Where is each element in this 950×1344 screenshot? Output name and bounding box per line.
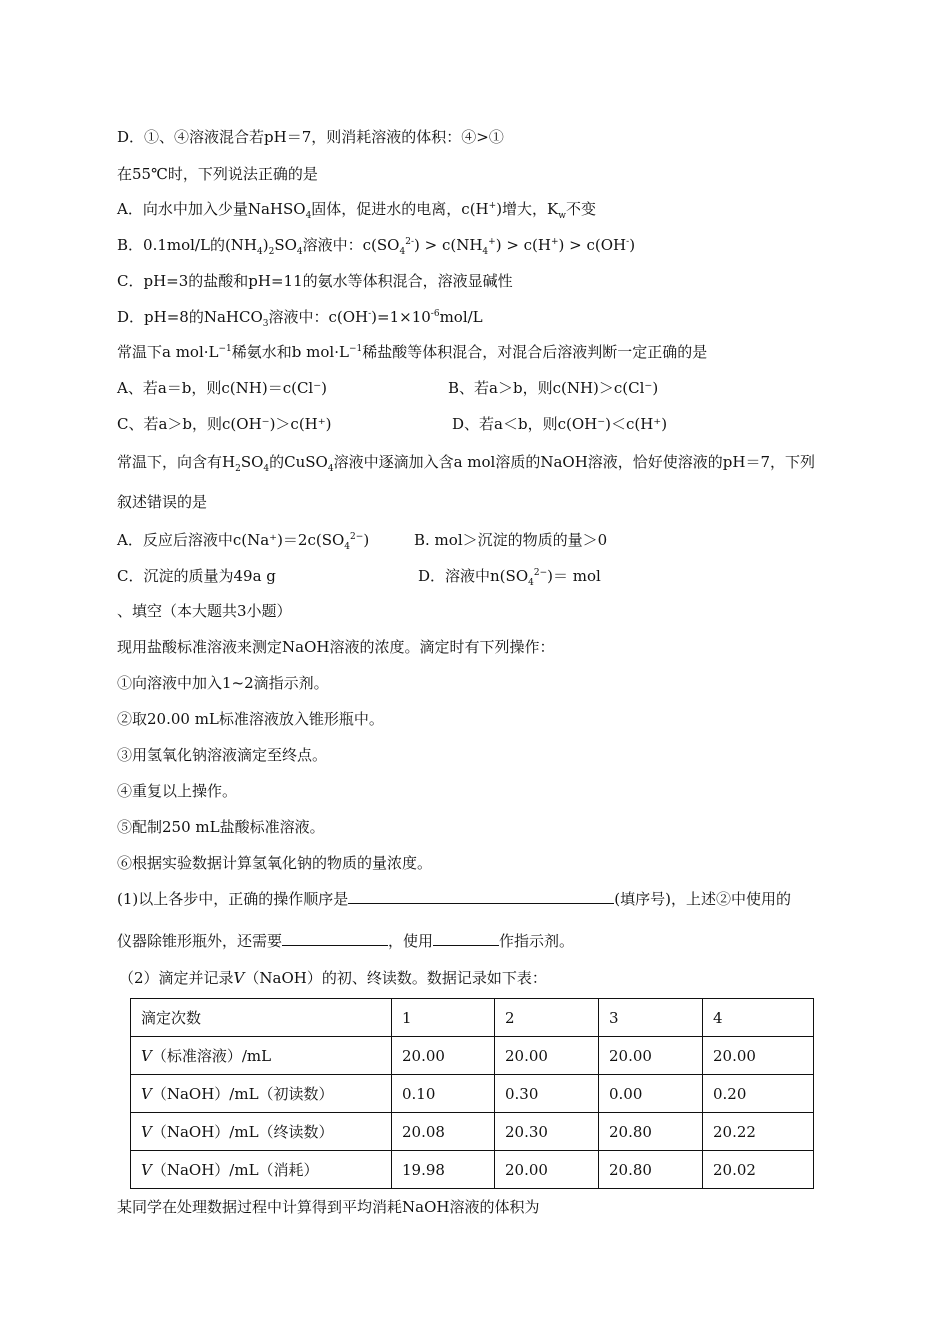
titration-step: ④重复以上操作。: [117, 782, 238, 800]
table-cell: 20.80: [599, 1151, 703, 1189]
table-cell: 20.02: [703, 1151, 814, 1189]
table-cell: 0.00: [599, 1075, 703, 1113]
table-cell: 20.22: [703, 1113, 814, 1151]
titration-step: ①向溶液中加入1~2滴指示剂。: [117, 674, 329, 692]
row-label: V（NaOH）/mL（消耗）: [131, 1151, 392, 1189]
titration-step: ③用氢氧化钠溶液滴定至终点。: [117, 746, 328, 764]
table-cell: 0.10: [392, 1075, 495, 1113]
table-cell: 0.30: [495, 1075, 599, 1113]
q55-option-d: D．pH=8的NaHCO$_3$溶液中：$c(OH^-)=1\times 10^{-6}mol/L$: [117, 308, 483, 329]
answer-blank-instrument[interactable]: [282, 931, 388, 946]
qmix-option-b: B、若a＞b，则c(NH)＞c(Cl⁻): [448, 379, 659, 397]
titration-step: ②取20.00 mL标准溶液放入锥形瓶中。: [117, 710, 384, 728]
qcu-option-d: D．溶液中$n(SO_4^{2-})=$ mol: [418, 567, 601, 588]
q55-option-c: C．pH=3的盐酸和pH=11的氨水等体积混合，溶液显碱性: [117, 272, 513, 290]
table-cell: 19.98: [392, 1151, 495, 1189]
table-row: [131, 1113, 814, 1151]
table-header-cell: 3: [599, 999, 703, 1037]
answer-blank-order[interactable]: [348, 889, 614, 904]
answer-blank-indicator[interactable]: [433, 931, 499, 946]
table-header-cell: 4: [703, 999, 814, 1037]
q55-option-a: A．向水中加入少量NaHSO$_4$固体，促进水的电离，c(H+)增大，$K_w$不变: [117, 200, 596, 221]
row-label: V（NaOH）/mL（终读数）: [131, 1113, 392, 1151]
q55-stem: 在55℃时，下列说法正确的是: [117, 165, 318, 183]
qmix-option-d: D、若a＜b，则c(OH⁻)＜c(H⁺): [452, 415, 668, 433]
titration-q1-line2: 仪器除锥形瓶外，还需要 ，使用 作指示剂。: [117, 932, 575, 950]
table-cell: 20.00: [495, 1151, 599, 1189]
table-row: [131, 1151, 814, 1189]
qcu-stem-line1: 常温下，向含有$H_2SO_4$的CuSO$_4$溶液中逐滴加入含a mol溶质的NaOH溶液，恰好使溶液的pH＝7，下列: [117, 453, 816, 474]
titration-step: ⑤配制250 mL盐酸标准溶液。: [117, 818, 325, 836]
table-cell: 20.08: [392, 1113, 495, 1151]
qmix-option-a: A、若a＝b，则c(NH)＝c(Cl⁻): [117, 379, 327, 397]
titration-q2: （2）滴定并记录V（NaOH）的初、终读数。数据记录如下表：: [119, 969, 547, 987]
table-cell: 20.00: [495, 1037, 599, 1075]
table-header-row: [131, 999, 814, 1037]
titration-closing: 某同学在处理数据过程中计算得到平均消耗NaOH溶液的体积为: [117, 1198, 540, 1216]
table-header-cell: 1: [392, 999, 495, 1037]
q55-option-b: B．0.1mol/L的$(NH_4)_2SO_4$溶液中：$c(SO_4^{2-}) > c(NH_4^+) > c(H^+) > c(OH^-)$: [117, 236, 636, 257]
titration-intro: 现用盐酸标准溶液来测定NaOH溶液的浓度。滴定时有下列操作：: [117, 638, 555, 656]
qmix-option-c: C、若a＞b，则c(OH⁻)＞c(H⁺): [117, 415, 332, 433]
qcu-option-b: B. mol＞沉淀的物质的量＞0: [414, 531, 608, 549]
table-cell: 20.00: [392, 1037, 495, 1075]
table-header-cell: 滴定次数: [131, 999, 392, 1037]
table-cell: 0.20: [703, 1075, 814, 1113]
table-cell: 20.30: [495, 1113, 599, 1151]
table-cell: 20.80: [599, 1113, 703, 1151]
table-cell: 20.00: [703, 1037, 814, 1075]
table-row: [131, 1037, 814, 1075]
prev-question-option-d: D．①、④溶液混合若pH＝7，则消耗溶液的体积：④>①: [117, 128, 504, 146]
table-header-cell: 2: [495, 999, 599, 1037]
table-cell: 20.00: [599, 1037, 703, 1075]
qmix-stem: 常温下a $mol\cdot L^{-1}$稀氨水和b $mol\cdot L^{-1}$稀盐酸等体积混合，对混合后溶液判断一定正确的是: [117, 343, 708, 361]
row-label: V（标准溶液）/mL: [131, 1037, 392, 1075]
qcu-option-a: A．反应后溶液中$c(Na^+)=2c(SO_4^{2-})$: [117, 531, 370, 552]
titration-step: ⑥根据实验数据计算氢氧化钠的物质的量浓度。: [117, 854, 433, 872]
table-row: [131, 1075, 814, 1113]
qcu-option-c: C．沉淀的质量为49a g: [117, 567, 276, 585]
row-label: V（NaOH）/mL（初读数）: [131, 1075, 392, 1113]
titration-q1-line1: (1)以上各步中，正确的操作顺序是 (填序号)，上述②中使用的: [117, 890, 791, 908]
qcu-stem-line2: 叙述错误的是: [117, 493, 208, 511]
titration-data-table: [130, 998, 814, 1189]
section-heading: 、填空（本大题共3小题）: [117, 602, 292, 620]
